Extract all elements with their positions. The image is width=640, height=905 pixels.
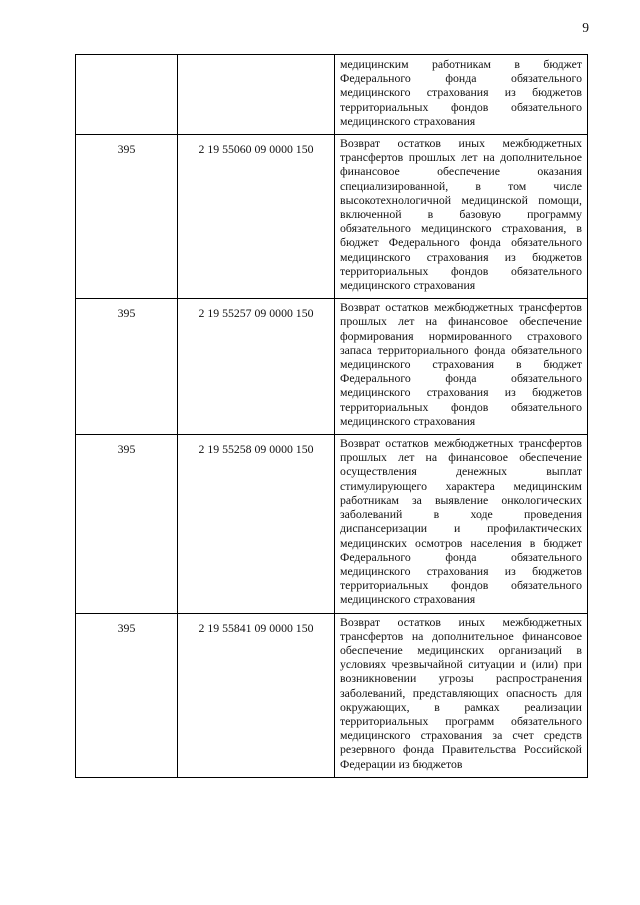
admin-code-cell: 395: [76, 435, 178, 613]
budget-code-cell: 2 19 55060 09 0000 150: [178, 135, 335, 299]
admin-code-cell: 395: [76, 135, 178, 299]
description-cell: Возврат остатков межбюджетных трансфертов прошлых лет на финансовое обеспечение осуществления денежных выплат стимулирующего характера медицинским работникам за выявление онкологических заболеваний в ходе проведения диспансеризации и профилактических медицинских осмотров населения в бюджет Федерального фонда обязательного медицинского страхования из бюджетов территориальных фондов обязательного медицинского страхования: [335, 435, 588, 613]
budget-code-cell: [178, 55, 335, 135]
budget-code-cell: 2 19 55258 09 0000 150: [178, 435, 335, 613]
page-number: 9: [582, 20, 589, 35]
budget-code-cell: 2 19 55257 09 0000 150: [178, 299, 335, 435]
description-cell: Возврат остатков иных межбюджетных трансфертов прошлых лет на дополнительное финансовое обеспечение оказания специализированной, в том числе высокотехнологичной медицинской помощи, включенной в базовую программу обязательного медицинского страхования, в бюджет Федерального фонда обязательного медицинского страхования из бюджетов территориальных фондов обязательного медицинского страхования: [335, 135, 588, 299]
table-row: [76, 435, 588, 613]
budget-codes-table: [75, 54, 588, 778]
admin-code-cell: [76, 55, 178, 135]
table-row: [76, 613, 588, 777]
table-row: [76, 135, 588, 299]
description-cell: Возврат остатков иных межбюджетных трансфертов на дополнительное финансовое обеспечение медицинских организаций в условиях чрезвычайной ситуации и (или) при возникновении угрозы распространения заболеваний, представляющих опасность для окружающих, в рамках реализации территориальных программ обязательного медицинского страхования за счет средств резервного фонда Правительства Российской Федерации из бюджетов: [335, 613, 588, 777]
admin-code-cell: 395: [76, 299, 178, 435]
budget-code-cell: 2 19 55841 09 0000 150: [178, 613, 335, 777]
table-row: [76, 299, 588, 435]
table-row: [76, 55, 588, 135]
description-cell: медицинским работникам в бюджет Федерального фонда обязательного медицинского страхования из бюджетов территориальных фондов обязательного медицинского страхования: [335, 55, 588, 135]
admin-code-cell: 395: [76, 613, 178, 777]
description-cell: Возврат остатков межбюджетных трансфертов прошлых лет на финансовое обеспечение формирования нормированного страхового запаса территориального фонда обязательного медицинского страхования в бюджет Федерального фонда обязательного медицинского страхования из бюджетов территориальных фондов обязательного медицинского страхования: [335, 299, 588, 435]
